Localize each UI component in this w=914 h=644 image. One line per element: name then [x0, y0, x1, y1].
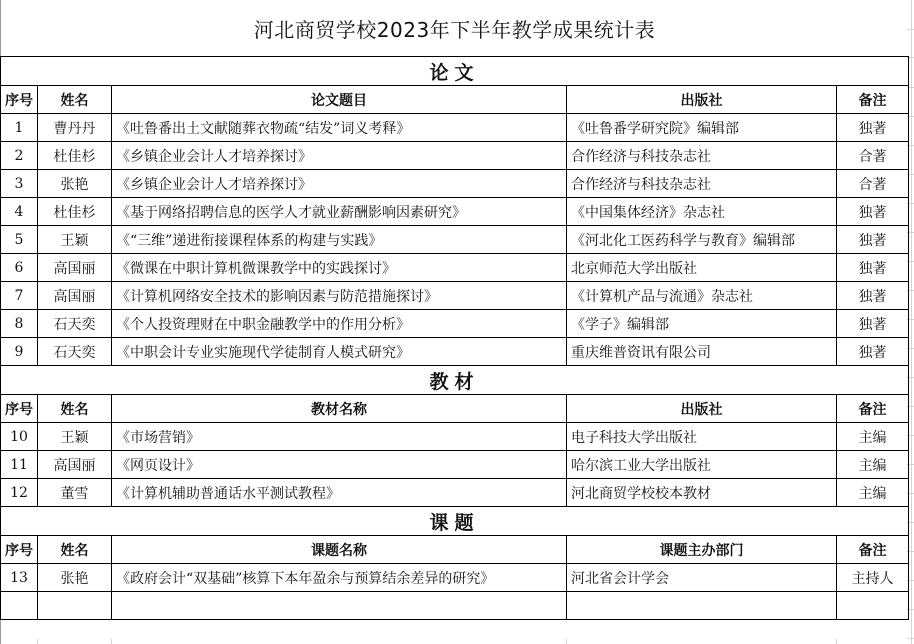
cell-name[interactable]: 高国丽 — [38, 451, 112, 479]
section-title-papers[interactable]: 论文 — [1, 57, 909, 86]
col-header-name[interactable]: 姓名 — [38, 536, 112, 564]
table-row — [1, 479, 909, 507]
cell-note[interactable]: 独著 — [837, 310, 909, 338]
col-header-no[interactable]: 序号 — [1, 536, 38, 564]
section-title-textbooks[interactable]: 教材 — [1, 366, 909, 395]
cell-publisher[interactable]: 《吐鲁番学研究院》编辑部 — [567, 114, 837, 142]
col-header-title[interactable]: 论文题目 — [112, 86, 567, 114]
table-row — [1, 338, 909, 366]
section-row-textbooks — [1, 366, 909, 395]
cell-department[interactable]: 河北省会计学会 — [567, 564, 837, 592]
cell-name[interactable]: 董雪 — [38, 479, 112, 507]
cell-name[interactable]: 杜佳杉 — [38, 142, 112, 170]
header-row-projects — [1, 536, 909, 564]
cell-note[interactable]: 独著 — [837, 114, 909, 142]
cell-note[interactable]: 独著 — [837, 338, 909, 366]
cell-title[interactable]: 《计算机网络安全技术的影响因素与防范措施探讨》 — [112, 282, 567, 310]
cell-title[interactable]: 《中职会计专业实施现代学徒制育人模式研究》 — [112, 338, 567, 366]
cell-note[interactable]: 独著 — [837, 198, 909, 226]
cell-publisher[interactable]: 哈尔滨工业大学出版社 — [567, 451, 837, 479]
header-row-papers — [1, 86, 909, 114]
cell-publisher[interactable]: 《计算机产品与流通》杂志社 — [567, 282, 837, 310]
header-row-textbooks — [1, 395, 909, 423]
cell-title[interactable]: 《吐鲁番出土文献随葬衣物疏“结发”词义考释》 — [112, 114, 567, 142]
cell-no[interactable]: 2 — [1, 142, 38, 170]
cell-name[interactable]: 石天奕 — [38, 338, 112, 366]
title-row — [1, 0, 909, 57]
empty-cell[interactable] — [38, 592, 112, 620]
cell-note[interactable]: 主持人 — [837, 564, 909, 592]
cell-name[interactable]: 王颖 — [38, 226, 112, 254]
cell-no[interactable]: 4 — [1, 198, 38, 226]
cell-no[interactable]: 3 — [1, 170, 38, 198]
sheet-title[interactable]: 河北商贸学校2023年下半年教学成果统计表 — [1, 0, 909, 57]
table-row — [1, 198, 909, 226]
cell-publisher[interactable]: 合作经济与科技杂志社 — [567, 170, 837, 198]
col-header-publisher[interactable]: 出版社 — [567, 86, 837, 114]
col-header-publisher[interactable]: 出版社 — [567, 395, 837, 423]
col-header-title[interactable]: 教材名称 — [112, 395, 567, 423]
table-row — [1, 282, 909, 310]
cell-name[interactable]: 曹丹丹 — [38, 114, 112, 142]
cell-publisher[interactable]: 《学子》编辑部 — [567, 310, 837, 338]
next-row — [0, 639, 914, 644]
table-row — [1, 142, 909, 170]
cell-publisher[interactable]: 北京师范大学出版社 — [567, 254, 837, 282]
cell-note[interactable]: 合著 — [837, 142, 909, 170]
cell-title[interactable]: 《乡镇企业会计人才培养探讨》 — [112, 142, 567, 170]
cell-no[interactable]: 7 — [1, 282, 38, 310]
cell-note[interactable]: 主编 — [837, 479, 909, 507]
section-title-projects[interactable]: 课题 — [1, 507, 909, 536]
empty-row — [1, 592, 909, 620]
cell-note[interactable]: 主编 — [837, 451, 909, 479]
table-row — [1, 226, 909, 254]
col-header-department[interactable]: 课题主办部门 — [567, 536, 837, 564]
section-row-papers — [1, 57, 909, 86]
col-header-no[interactable]: 序号 — [1, 86, 38, 114]
cell-name[interactable]: 高国丽 — [38, 254, 112, 282]
table-row — [1, 423, 909, 451]
cell-publisher[interactable]: 电子科技大学出版社 — [567, 423, 837, 451]
cell-title[interactable]: 《网页设计》 — [112, 451, 567, 479]
cell-title[interactable]: 《市场营销》 — [112, 423, 567, 451]
cell-publisher[interactable]: 河北商贸学校校本教材 — [567, 479, 837, 507]
cell-no[interactable]: 12 — [1, 479, 38, 507]
cell-publisher[interactable]: 重庆维普资讯有限公司 — [567, 338, 837, 366]
cell-no[interactable]: 8 — [1, 310, 38, 338]
cell-title[interactable]: 《计算机辅助普通话水平测试教程》 — [112, 479, 567, 507]
cell-no[interactable]: 1 — [1, 114, 38, 142]
cell-title[interactable]: 《政府会计“双基础”核算下本年盈余与预算结余差异的研究》 — [112, 564, 567, 592]
table-row — [1, 564, 909, 592]
cell-title[interactable]: 《个人投资理财在中职金融教学中的作用分析》 — [112, 310, 567, 338]
cell-name[interactable]: 王颖 — [38, 423, 112, 451]
cell-no[interactable]: 10 — [1, 423, 38, 451]
cell-no[interactable]: 6 — [1, 254, 38, 282]
cell-note[interactable]: 主编 — [837, 423, 909, 451]
col-header-note[interactable]: 备注 — [837, 86, 909, 114]
table-row — [1, 310, 909, 338]
cell-note[interactable]: 独著 — [837, 226, 909, 254]
cell-name[interactable]: 高国丽 — [38, 282, 112, 310]
table-row — [1, 170, 909, 198]
col-header-note[interactable]: 备注 — [837, 395, 909, 423]
cell-publisher[interactable]: 《河北化工医药科学与教育》编辑部 — [567, 226, 837, 254]
cell-no[interactable]: 11 — [1, 451, 38, 479]
cell-title[interactable]: 《微课在中职计算机微课教学中的实践探讨》 — [112, 254, 567, 282]
empty-cell[interactable] — [112, 592, 567, 620]
cell-title[interactable]: 《基于网络招聘信息的医学人才就业薪酬影响因素研究》 — [112, 198, 567, 226]
table-row — [1, 254, 909, 282]
cell-title[interactable]: 《乡镇企业会计人才培养探讨》 — [112, 170, 567, 198]
table-row — [1, 451, 909, 479]
cell-note[interactable]: 合著 — [837, 170, 909, 198]
table-row — [1, 114, 909, 142]
col-header-title[interactable]: 课题名称 — [112, 536, 567, 564]
cell-no[interactable]: 5 — [1, 226, 38, 254]
empty-cell[interactable] — [567, 592, 837, 620]
empty-cell[interactable] — [1, 592, 38, 620]
cell-title[interactable]: 《“三维”递进衔接课程体系的构建与实践》 — [112, 226, 567, 254]
cell-note[interactable]: 独著 — [837, 254, 909, 282]
cell-publisher[interactable]: 合作经济与科技杂志社 — [567, 142, 837, 170]
cell-no[interactable]: 9 — [1, 338, 38, 366]
col-header-no[interactable]: 序号 — [1, 395, 38, 423]
cell-name[interactable]: 杜佳杉 — [38, 198, 112, 226]
col-header-name[interactable]: 姓名 — [38, 395, 112, 423]
col-header-note[interactable]: 备注 — [837, 536, 909, 564]
empty-cell[interactable] — [837, 592, 909, 620]
section-row-projects — [1, 507, 909, 536]
col-header-name[interactable]: 姓名 — [38, 86, 112, 114]
cell-note[interactable]: 独著 — [837, 282, 909, 310]
cell-name[interactable]: 张艳 — [38, 170, 112, 198]
cell-name[interactable]: 张艳 — [38, 564, 112, 592]
cell-name[interactable]: 石天奕 — [38, 310, 112, 338]
cell-publisher[interactable]: 《中国集体经济》杂志社 — [567, 198, 837, 226]
cell-no[interactable]: 13 — [1, 564, 38, 592]
gridline — [911, 0, 912, 644]
